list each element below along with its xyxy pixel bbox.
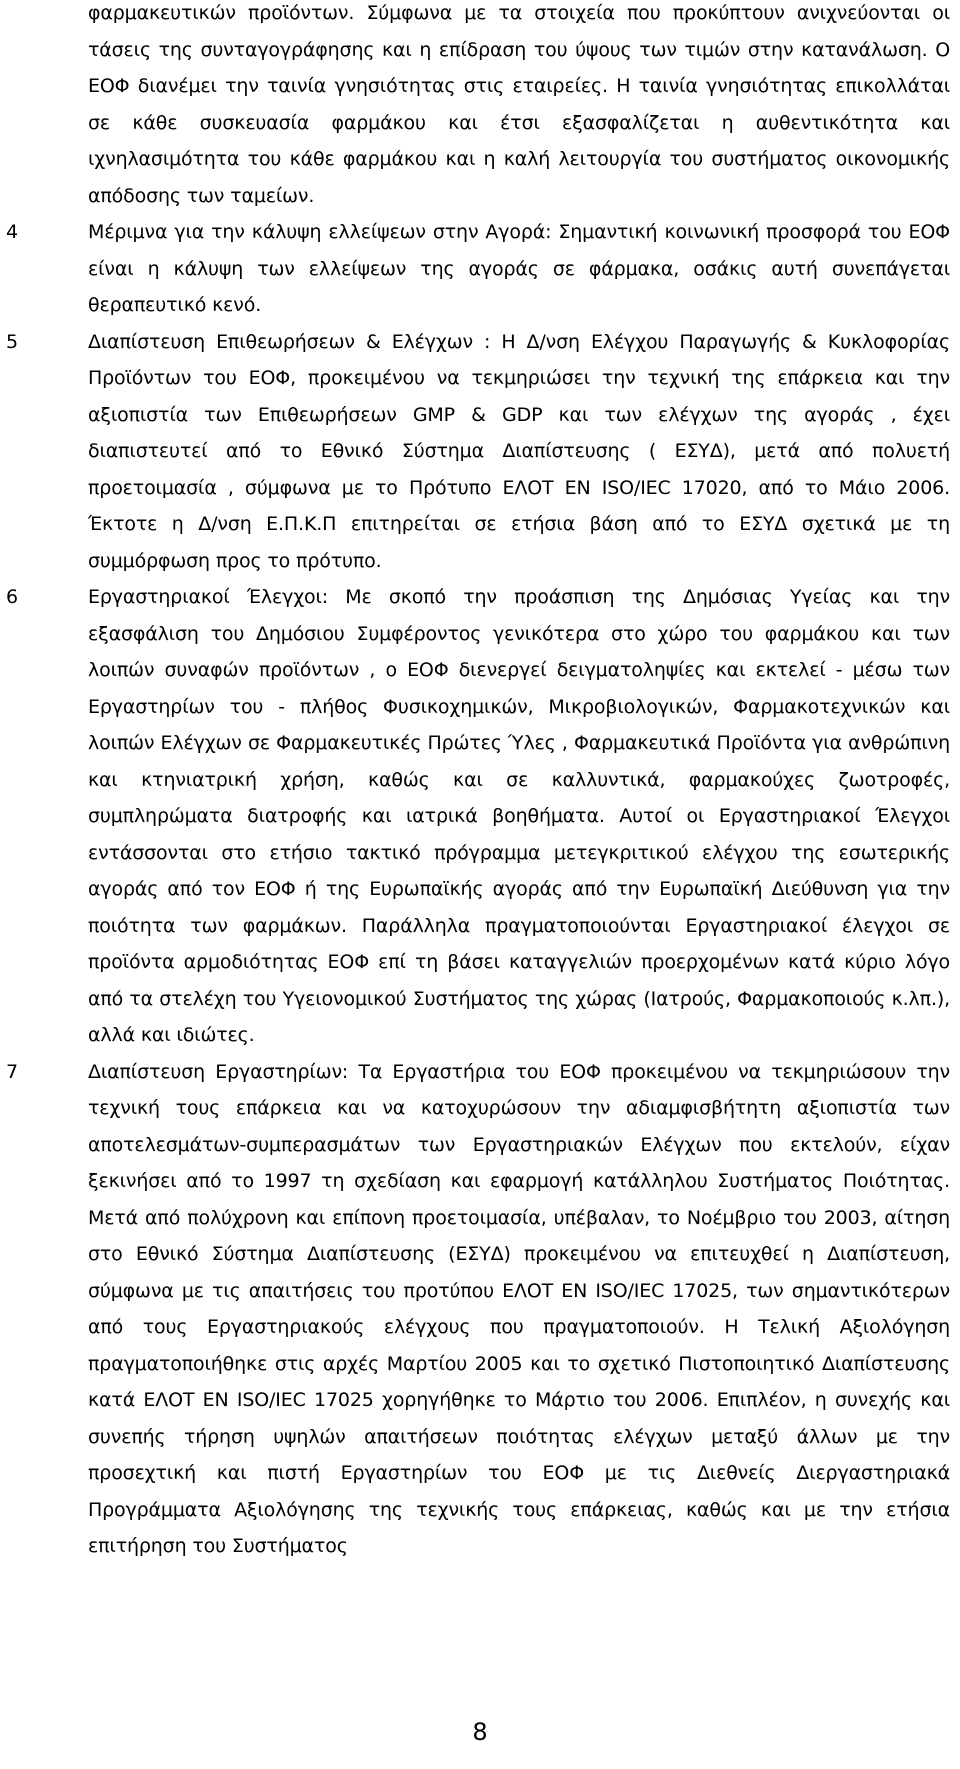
paragraph-text: Εργαστηριακοί Έλεγχοι: Με σκοπό την προάσπιση της Δημόσιας Υγείας και την εξασφάλιση του Δημόσιου Συμφέροντος γενικότερα στο χώρο του φαρμάκου και των λοιπών συναφών προϊόντων , ο ΕΟΦ διενεργεί δειγματοληψίες και εκτελεί - μέσω των Εργαστηρίων του - πλήθος Φυσικοχημικών, Μικροβιολογικών, Φαρμακοτεχνικών και λοιπών Ελέγχων σε Φαρμακευτικές Πρώτες Ύλες , Φαρμακευτικά Προϊόντα για ανθρώπινη και κτηνιατρική χρήση, καθώς και σε καλλυντικά, φαρμακούχες ζωοτροφές, συμπληρώματα διατροφής και ιατρικά βοηθήματα. Αυτοί οι Εργαστηριακοί Έλεγχοι εντάσσονται στο ετήσιο τακτικό πρόγραμμα μετεγκριτικού ελέγχου της εσωτερικής αγοράς από τον ΕΟΦ ή της Ευρωπαϊκής αγοράς από την Ευρωπαϊκή Διεύθυνση για την ποιότητα των φαρμάκων. Παράλληλα πραγματοποιούνται Εργαστηριακοί έλεγχοι σε προϊόντα αρμοδιότητας ΕΟΦ επί τη βάσει καταγγελιών προερχομένων κατά κύριο λόγο από τα στελέχη του Υγειονομικού Συστήματος της χώρας (Ιατρούς, Φαρμακοποιούς κ.λπ.), αλλά και ιδιώτες. xyxy=(88,586,950,1046)
item-number: 7 xyxy=(6,1060,19,1083)
item-number: 6 xyxy=(6,586,19,608)
list-item xyxy=(0,579,960,1054)
item-number: 5 xyxy=(6,330,19,353)
list-item xyxy=(0,0,960,214)
list-item xyxy=(0,1054,960,1565)
item-number: 4 xyxy=(6,221,19,243)
paragraph-text: φαρμακευτικών προϊόντων. Σύμφωνα με τα στοιχεία που προκύπτουν ανιχνεύονται οι τάσεις της συνταγογράφησης και η επίδραση του ύψους των τιμών στην κατανάλωση. Ο ΕΟΦ διανέμει την ταινία γνησιότητας στις εταιρείες. Η ταινία γνησιότητας επικολλάται σε κάθε συσκευασία φαρμάκου και έτσι εξασφαλίζεται η αυθεντικότητα και ιχνηλασιμότητα του κάθε φαρμάκου και η καλή λειτουργία του συστήματος οικονομικής απόδοσης των ταμείων. xyxy=(88,2,950,207)
list-item xyxy=(0,324,960,580)
paragraph-text: Μέριμνα για την κάλυψη ελλείψεων στην Αγορά: Σημαντική κοινωνική προσφορά του ΕΟΦ είναι η κάλυψη των ελλείψεων της αγοράς σε φάρμακα, οσάκις αυτή συνεπάγεται θεραπευτικό κενό. xyxy=(88,221,950,316)
paragraph-text: Διαπίστευση Επιθεωρήσεων & Ελέγχων : Η Δ/νση Ελέγχου Παραγωγής & Κυκλοφορίας Προϊόντων του ΕΟΦ, προκειμένου να τεκμηριώσει την τεχνική της επάρκεια και την αξιοπιστία των Επιθεωρήσεων GMP & GDP και των ελέγχων της αγοράς , έχει διαπιστευτεί από το Εθνικό Σύστημα Διαπίστευσης ( ΕΣΥΔ), μετά από πολυετή προετοιμασία , σύμφωνα με το Πρότυπο ΕΛΟΤ ΕΝ ISO/IEC 17020, από το Μάιο 2006. Έκτοτε η Δ/νση Ε.Π.Κ.Π επιτηρείται σε ετήσια βάση από το ΕΣΥΔ σχετικά με τη συμμόρφωση προς το πρότυπο. xyxy=(88,330,950,572)
page-number: 8 xyxy=(472,1718,488,1746)
paragraph-text: Διαπίστευση Εργαστηρίων: Τα Εργαστήρια του ΕΟΦ προκειμένου να τεκμηριώσουν την τεχνική τους επάρκεια και να κατοχυρώσουν την αδιαμφισβήτητη αξιοπιστία των αποτελεσμάτων-συμπερασμάτων των Εργαστηριακών Ελέγχων που εκτελούν, είχαν ξεκινήσει από το 1997 τη σχεδίαση και εφαρμογή κατάλληλου Συστήματος Ποιότητας. Μετά από πολύχρονη και επίπονη προετοιμασία, υπέβαλαν, το Νοέμβριο του 2003, αίτηση στο Εθνικό Σύστημα Διαπίστευσης (ΕΣΥΔ) προκειμένου να επιτευχθεί η Διαπίστευση, σύμφωνα με τις απαιτήσεις του προτύπου ΕΛΟΤ ΕΝ ISO/IEC 17025, των σημαντικότερων από τους Εργαστηριακούς ελέγχους που πραγματοποιούν. Η Τελική Αξιολόγηση πραγματοποιήθηκε στις αρχές Μαρτίου 2005 και το σχετικό Πιστοποιητικό Διαπίστευσης κατά ΕΛΟΤ ΕΝ ISO/IEC 17025 χορηγήθηκε το Μάρτιο του 2006. Επιπλέον, η συνεχής και συνεπής τήρηση υψηλών απαιτήσεων ποιότητας ελέγχων μεταξύ άλλων με την προσεχτική και πιστή Εργαστηρίων του ΕΟΦ με τις Διεθνείς Διεργαστηριακά Προγράμματα Αξιολόγησης της τεχνικής τους επάρκειας, καθώς και με την ετήσια επιτήρηση του Συστήματος xyxy=(88,1060,950,1557)
list-item xyxy=(0,214,960,324)
